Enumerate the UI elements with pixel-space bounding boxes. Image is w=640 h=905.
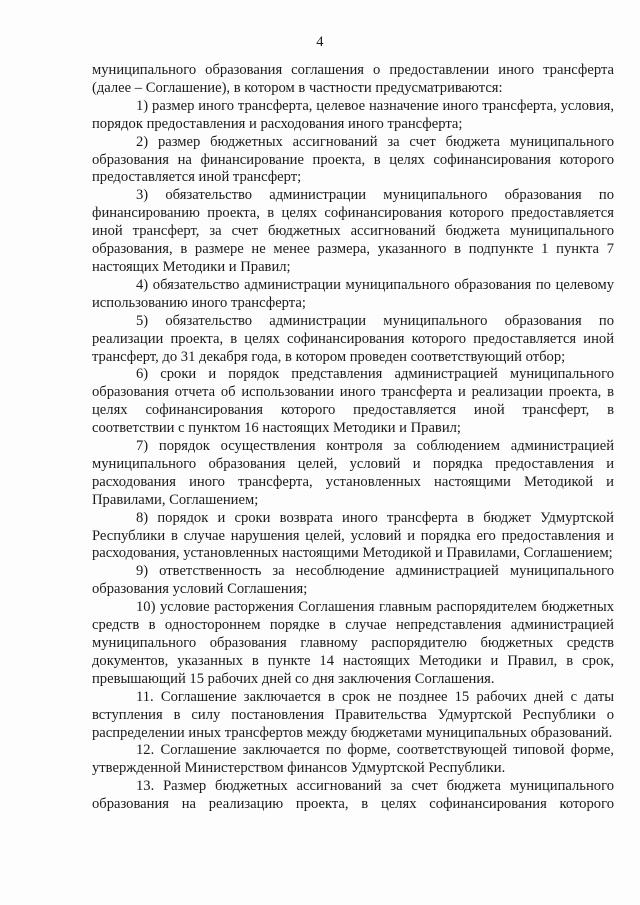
page-number: 4 — [316, 34, 324, 50]
paragraph-item-3: 3) обязательство администрации муниципального образования по финансированию проекта, в целях софинансирования которого предоставляется иной трансферт, за счет бюджетных ассигнований бюджета муниципального образования, в размере не менее размера, указанного в подпункте 1 пункта 7 настоящих Методики и Правил; — [92, 187, 614, 275]
paragraph-item-5: 5) обязательство администрации муниципального образования по реализации проекта, в целях софинансирования которого предоставляется иной трансферт, до 31 декабря года, в котором проведен соответствующий отбор; — [92, 312, 614, 365]
document-body — [92, 62, 614, 814]
paragraph-clause-11: 11. Соглашение заключается в срок не позднее 15 рабочих дней с даты вступления в силу постановления Правительства Удмуртской Республики о распределении иных трансфертов между бюджетами муниципальных образований. — [92, 688, 614, 741]
paragraph-clause-13: 13. Размер бюджетных ассигнований за счет бюджета муниципального образования на реализацию проекта, в целях софинансирования которого — [92, 778, 614, 813]
paragraph-item-2: 2) размер бюджетных ассигнований за счет бюджета муниципального образования на финансирование проекта, в целях софинансирования которого предоставляется иной трансферт; — [92, 133, 614, 186]
paragraph-item-7: 7) порядок осуществления контроля за соблюдением администрацией муниципального образования целей, условий и порядка предоставления и расходования иного трансферта, установленных настоящими Методикой и Правилами, Соглашением; — [92, 438, 614, 508]
paragraph-clause-12: 12. Соглашение заключается по форме, соответствующей типовой форме, утвержденной Министерством финансов Удмуртской Республики. — [92, 742, 614, 777]
paragraph-item-9: 9) ответственность за несоблюдение администрацией муниципального образования условий Соглашения; — [92, 563, 614, 598]
paragraph-item-6: 6) сроки и порядок представления администрацией муниципального образования отчета об использовании иного трансферта и реализации проекта, в целях софинансирования которого предоставляется иной трансферт, в соответствии с пунктом 16 настоящих Методики и Правил; — [92, 366, 614, 437]
paragraph-item-4: 4) обязательство администрации муниципального образования по целевому использованию иного трансферта; — [92, 276, 614, 311]
paragraph-item-1: 1) размер иного трансферта, целевое назначение иного трансферта, условия, порядок предоставления и расходования иного трансферта; — [92, 97, 614, 132]
paragraph-item-8: 8) порядок и сроки возврата иного трансферта в бюджет Удмуртской Республики в случае нарушения целей, условий и порядка его предоставления и расходования, установленных настоящими Методикой и Правилами, Соглашением; — [92, 509, 614, 562]
paragraph-item-10: 10) условие расторжения Соглашения главным распорядителем бюджетных средств в одностороннем порядке в случае непредставления администрацией муниципального образования главному распорядителю бюджетных средств документов, указанных в пункте 14 настоящих Методики и Правил, в срок, превышающий 15 рабочих дней со дня заключения Соглашения. — [92, 599, 614, 687]
paragraph-intro: муниципального образования соглашения о предоставлении иного трансферта (далее – Соглашение), в котором в частности предусматриваются: — [92, 62, 614, 96]
